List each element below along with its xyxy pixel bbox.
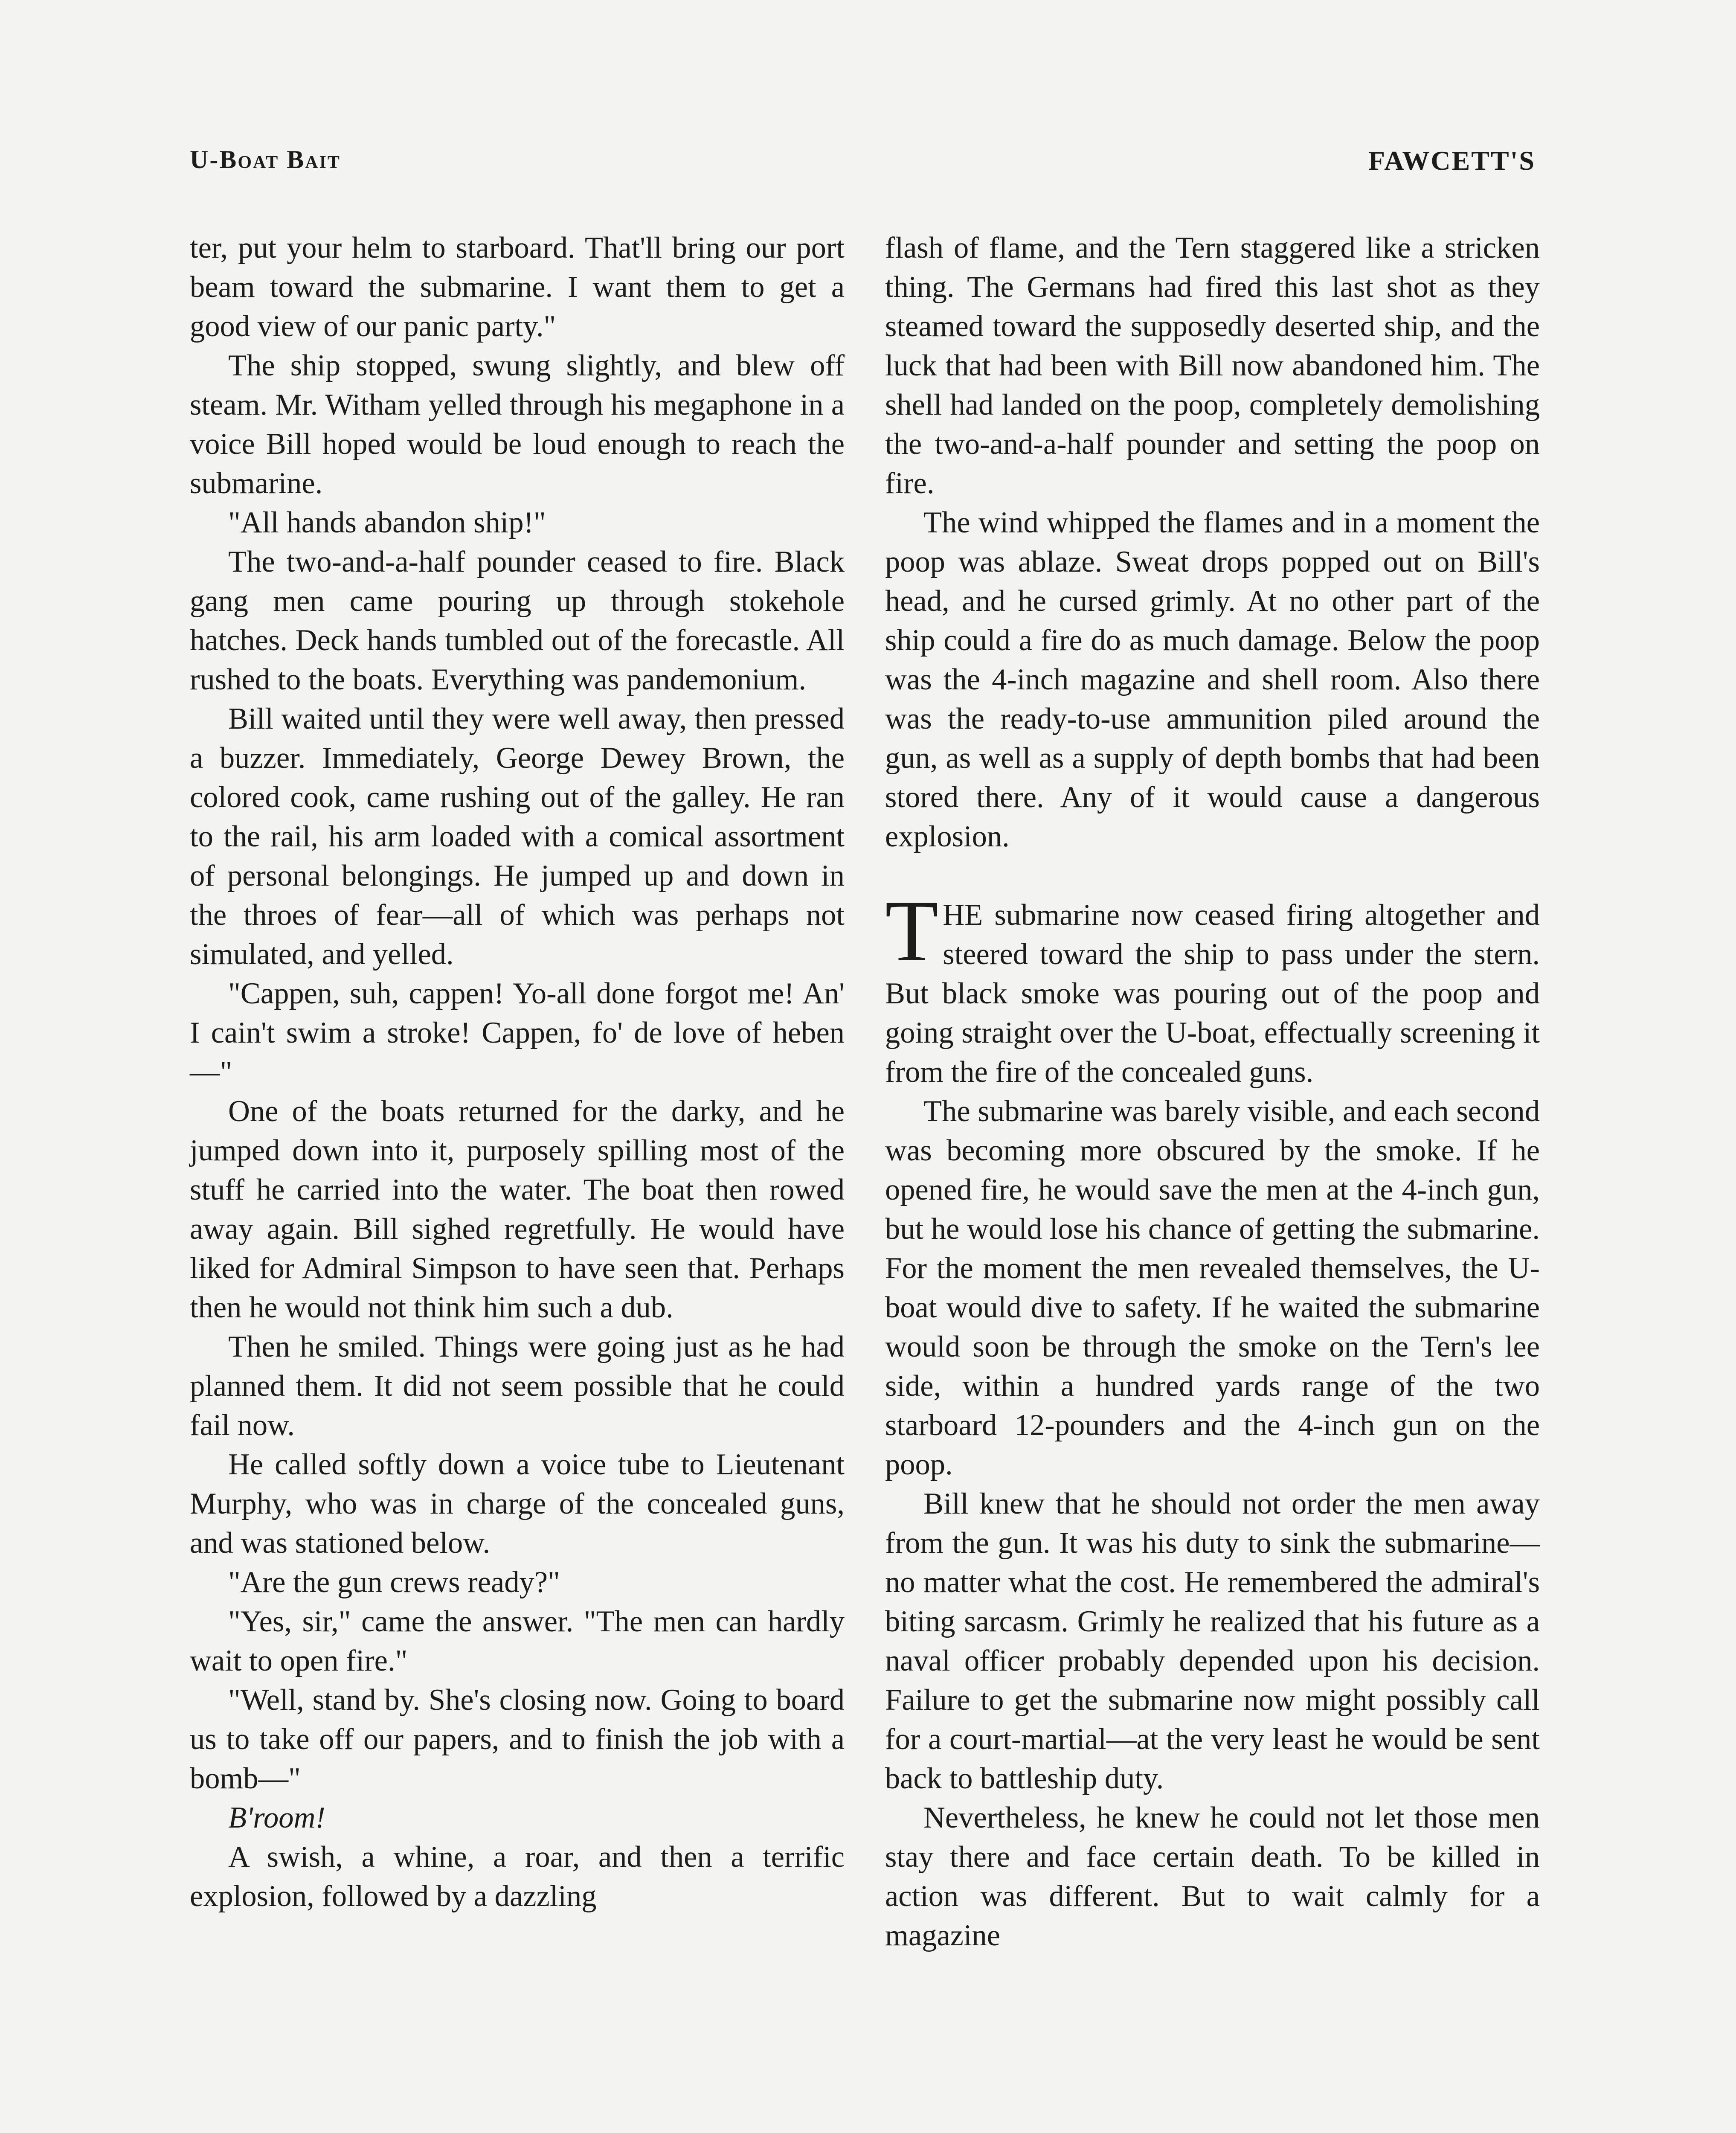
drop-cap: T xyxy=(885,883,939,979)
paragraph: Then he smiled. Things were going just as he had planned them. It did not seem possible that he could fail now. xyxy=(190,1330,845,1442)
paragraph: "Yes, sir," came the answer. "The men can hardly wait to open fire." xyxy=(190,1605,845,1677)
paragraph: The ship stopped, swung slightly, and blew off steam. Mr. Witham yelled through his megaphone in a voice Bill hoped would be loud enough to reach the submarine. xyxy=(190,349,845,500)
paragraph: ter, put your helm to starboard. That'll bring our port beam toward the submarine. I want them to get a good view of our panic party." xyxy=(190,231,845,343)
running-head-magazine-title: FAWCETT'S xyxy=(1368,145,1536,176)
text-column-right xyxy=(885,228,1540,1955)
paragraph: The submarine was barely visible, and each second was becoming more obscured by the smoke. If he opened fire, he would save the men at the 4-inch gun, but he would lose his chance of getting the submarine. For the moment the men revealed themselves, the U-boat would dive to safety. If he waited the submarine would soon be through the smoke on the Tern's lee side, within a hundred yards range of the two starboard 12-pounders and the 4-inch gun on the poop. xyxy=(885,1095,1540,1481)
text-column-left xyxy=(190,228,845,1916)
paragraph: Bill waited until they were well away, then pressed a buzzer. Immediately, George Dewey Brown, the colored cook, came rushing out of the galley. He ran to the rail, his arm loaded with a comical assortment of personal belongings. He jumped up and down in the throes of fear—all of which was perhaps not simulated, and yelled. xyxy=(190,702,845,971)
paragraph: "All hands abandon ship!" xyxy=(228,506,546,539)
paragraph: "Well, stand by. She's closing now. Going to board us to take off our papers, and to finish the job with a bomb—" xyxy=(190,1683,845,1795)
paragraph-sound-effect: B'room! xyxy=(228,1801,325,1834)
paragraph: He called softly down a voice tube to Lieutenant Murphy, who was in charge of the concealed guns, and was stationed below. xyxy=(190,1448,845,1560)
paragraph-text: submarine now ceased firing altogether and steered toward the ship to pass under the stern. But black smoke was pouring out of the poop and going straight over the U-boat, effectually screening it from the fire of the concealed guns. xyxy=(885,898,1540,1089)
paragraph: "Cappen, suh, cappen! Yo-all done forgot me! An' I cain't swim a stroke! Cappen, fo' de love of heben—" xyxy=(190,977,845,1089)
running-head-story-title: U-Boat Bait xyxy=(190,145,341,174)
paragraph: The two-and-a-half pounder ceased to fire. Black gang men came pouring up through stokehole hatches. Deck hands tumbled out of the forecastle. All rushed to the boats. Everything was pandemonium. xyxy=(190,545,845,696)
paragraph: flash of flame, and the Tern staggered like a stricken thing. The Germans had fired this last shot as they steamed toward the supposedly deserted ship, and the luck that had been with Bill now abandoned him. The shell had landed on the poop, completely demolishing the two-and-a-half pounder and setting the poop on fire. xyxy=(885,231,1540,500)
paragraph: Nevertheless, he knew he could not let those men stay there and face certain death. To be killed in action was different. But to wait calmly for a magazine xyxy=(885,1801,1540,1952)
section-start-paragraph xyxy=(885,883,1540,1092)
paragraph: Bill knew that he should not order the men away from the gun. It was his duty to sink the submarine—no matter what the cost. He remembered the admiral's biting sarcasm. Grimly he realized that his future as a naval officer probably depended upon his decision. Failure to get the submarine now might possibly call for a court-martial—at the very least he would be sent back to battleship duty. xyxy=(885,1487,1540,1795)
paragraph: The wind whipped the flames and in a moment the poop was ablaze. Sweat drops popped out on Bill's head, and he cursed grimly. At no other part of the ship could a fire do as much damage. Below the poop was the 4-inch magazine and shell room. Also there was the ready-to-use ammunition piled around the gun, as well as a supply of depth bombs that had been stored there. Any of it would cause a dangerous explosion. xyxy=(885,506,1540,853)
paragraph: "Are the gun crews ready?" xyxy=(228,1566,560,1599)
paragraph: A swish, a whine, a roar, and then a terrific explosion, followed by a dazzling xyxy=(190,1840,845,1913)
small-caps-lead: HE xyxy=(943,898,983,932)
paragraph: One of the boats returned for the darky, and he jumped down into it, purposely spilling most of the stuff he carried into the water. The boat then rowed away again. Bill sighed regretfully. He would have liked for Admiral Simpson to have seen that. Perhaps then he would not think him such a dub. xyxy=(190,1095,845,1324)
